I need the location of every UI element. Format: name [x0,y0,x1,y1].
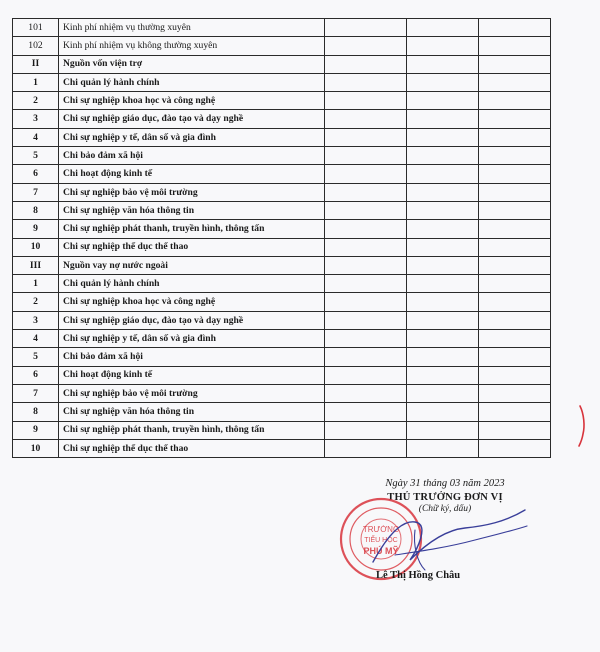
row-value-cell [325,311,407,329]
row-value-cell [325,220,407,238]
row-value-cell [407,366,479,384]
row-value-cell [325,37,407,55]
row-item-name-cell: Chi sự nghiệp bảo vệ môi trường [59,384,325,402]
row-value-cell [325,165,407,183]
table-row [13,256,551,274]
row-value-cell [479,403,551,421]
row-item-name-cell: Chi sự nghiệp khoa học và công nghệ [59,293,325,311]
table-row [13,275,551,293]
row-value-cell [479,165,551,183]
row-number-cell: 10 [13,238,59,256]
row-item-name-cell: Chi hoạt động kinh tế [59,165,325,183]
row-number-cell: 2 [13,293,59,311]
budget-table-body [13,19,551,458]
svg-text:TIỂU HỌC: TIỂU HỌC [364,537,398,544]
signature-date: Ngày 31 tháng 03 năm 2023 [385,478,505,489]
table-row [13,403,551,421]
row-value-cell [407,439,479,457]
table-row [13,220,551,238]
table-row [13,92,551,110]
row-value-cell [479,110,551,128]
row-number-cell: 1 [13,73,59,91]
row-item-name-cell: Chi bảo đảm xã hội [59,147,325,165]
row-item-name-cell: Chi sự nghiệp phát thanh, truyền hình, thông tấn [59,220,325,238]
row-number-cell: 8 [13,201,59,219]
row-value-cell [325,183,407,201]
row-number-cell: 9 [13,220,59,238]
row-item-name-cell: Chi sự nghiệp giáo dục, đào tạo và dạy nghề [59,110,325,128]
table-row [13,73,551,91]
row-value-cell [479,73,551,91]
row-value-cell [325,366,407,384]
row-value-cell [407,256,479,274]
table-row [13,55,551,73]
row-item-name-cell: Chi sự nghiệp y tế, dân số và gia đình [59,128,325,146]
table-row [13,384,551,402]
table-row [13,348,551,366]
row-value-cell [407,348,479,366]
row-value-cell [325,293,407,311]
row-value-cell [325,19,407,37]
row-item-name-cell: Kinh phí nhiệm vụ thường xuyên [59,19,325,37]
table-row [13,110,551,128]
budget-table [12,18,551,458]
row-number-cell: 4 [13,128,59,146]
row-value-cell [407,330,479,348]
row-value-cell [325,439,407,457]
row-value-cell [325,275,407,293]
row-value-cell [479,55,551,73]
row-value-cell [407,421,479,439]
row-item-name-cell: Kinh phí nhiệm vụ không thường xuyên [59,37,325,55]
table-row [13,37,551,55]
row-value-cell [479,330,551,348]
table-row [13,311,551,329]
table-row [13,366,551,384]
row-value-cell [325,110,407,128]
table-row [13,128,551,146]
row-number-cell: 9 [13,421,59,439]
svg-text:TRƯỜNG: TRƯỜNG [362,525,400,534]
table-row [13,19,551,37]
row-value-cell [479,421,551,439]
row-number-cell: 7 [13,183,59,201]
row-value-cell [479,439,551,457]
row-item-name-cell: Chi quản lý hành chính [59,73,325,91]
row-number-cell: 5 [13,348,59,366]
row-value-cell [407,311,479,329]
row-value-cell [325,403,407,421]
row-value-cell [407,37,479,55]
row-value-cell [479,37,551,55]
row-value-cell [407,220,479,238]
row-item-name-cell: Chi sự nghiệp văn hóa thông tin [59,201,325,219]
row-value-cell [479,220,551,238]
row-number-cell: III [13,256,59,274]
row-value-cell [479,92,551,110]
row-value-cell [407,110,479,128]
row-number-cell: 101 [13,19,59,37]
table-row [13,439,551,457]
row-item-name-cell: Chi sự nghiệp bảo vệ môi trường [59,183,325,201]
row-value-cell [325,348,407,366]
row-number-cell: 5 [13,147,59,165]
table-row [13,165,551,183]
row-value-cell [479,311,551,329]
row-value-cell [407,403,479,421]
row-value-cell [325,330,407,348]
row-value-cell [325,92,407,110]
row-value-cell [479,183,551,201]
row-number-cell: 2 [13,92,59,110]
row-number-cell: 3 [13,110,59,128]
row-item-name-cell: Chi sự nghiệp văn hóa thông tin [59,403,325,421]
handwritten-signature [355,500,530,580]
row-value-cell [479,366,551,384]
row-value-cell [479,384,551,402]
row-item-name-cell: Chi sự nghiệp giáo dục, đào tạo và dạy nghề [59,311,325,329]
row-item-name-cell: Chi sự nghiệp thể dục thể thao [59,439,325,457]
table-row [13,293,551,311]
row-number-cell: 102 [13,37,59,55]
row-value-cell [479,293,551,311]
row-value-cell [407,384,479,402]
row-number-cell: II [13,55,59,73]
row-number-cell: 3 [13,311,59,329]
row-value-cell [325,421,407,439]
row-number-cell: 1 [13,275,59,293]
row-value-cell [407,92,479,110]
table-row [13,183,551,201]
row-value-cell [479,238,551,256]
table-row [13,201,551,219]
row-value-cell [325,238,407,256]
row-value-cell [479,256,551,274]
signer-title: THỦ TRƯỞNG ĐƠN VỊ [387,492,503,503]
row-value-cell [325,55,407,73]
row-value-cell [407,293,479,311]
row-value-cell [325,256,407,274]
row-number-cell: 4 [13,330,59,348]
red-margin-mark [576,404,588,448]
row-value-cell [325,201,407,219]
row-item-name-cell: Nguồn vay nợ nước ngoài [59,256,325,274]
row-value-cell [325,384,407,402]
signer-name: Lê Thị Hồng Châu [376,570,461,581]
row-item-name-cell: Chi sự nghiệp y tế, dân số và gia đình [59,330,325,348]
row-item-name-cell: Chi sự nghiệp phát thanh, truyền hình, thông tấn [59,421,325,439]
row-value-cell [407,275,479,293]
row-value-cell [479,348,551,366]
row-value-cell [325,128,407,146]
table-row [13,330,551,348]
row-value-cell [325,147,407,165]
row-value-cell [407,128,479,146]
row-value-cell [407,73,479,91]
row-value-cell [479,147,551,165]
row-number-cell: 10 [13,439,59,457]
svg-text:PHÚ MỸ: PHÚ MỸ [363,546,399,556]
row-item-name-cell: Nguồn vốn viện trợ [59,55,325,73]
table-row [13,238,551,256]
row-value-cell [479,128,551,146]
row-value-cell [407,55,479,73]
row-value-cell [407,165,479,183]
row-value-cell [479,275,551,293]
row-value-cell [407,183,479,201]
row-value-cell [407,19,479,37]
row-number-cell: 6 [13,165,59,183]
row-number-cell: 8 [13,403,59,421]
row-value-cell [325,73,407,91]
row-number-cell: 7 [13,384,59,402]
row-value-cell [407,238,479,256]
row-value-cell [407,201,479,219]
row-value-cell [479,19,551,37]
row-item-name-cell: Chi sự nghiệp thể dục thể thao [59,238,325,256]
row-value-cell [479,201,551,219]
row-value-cell [407,147,479,165]
row-item-name-cell: Chi sự nghiệp khoa học và công nghệ [59,92,325,110]
table-row [13,421,551,439]
signature-note: (Chữ ký, dấu) [418,504,472,514]
row-item-name-cell: Chi hoạt động kinh tế [59,366,325,384]
row-item-name-cell: Chi bảo đảm xã hội [59,348,325,366]
row-item-name-cell: Chi quản lý hành chính [59,275,325,293]
table-row [13,147,551,165]
row-number-cell: 6 [13,366,59,384]
